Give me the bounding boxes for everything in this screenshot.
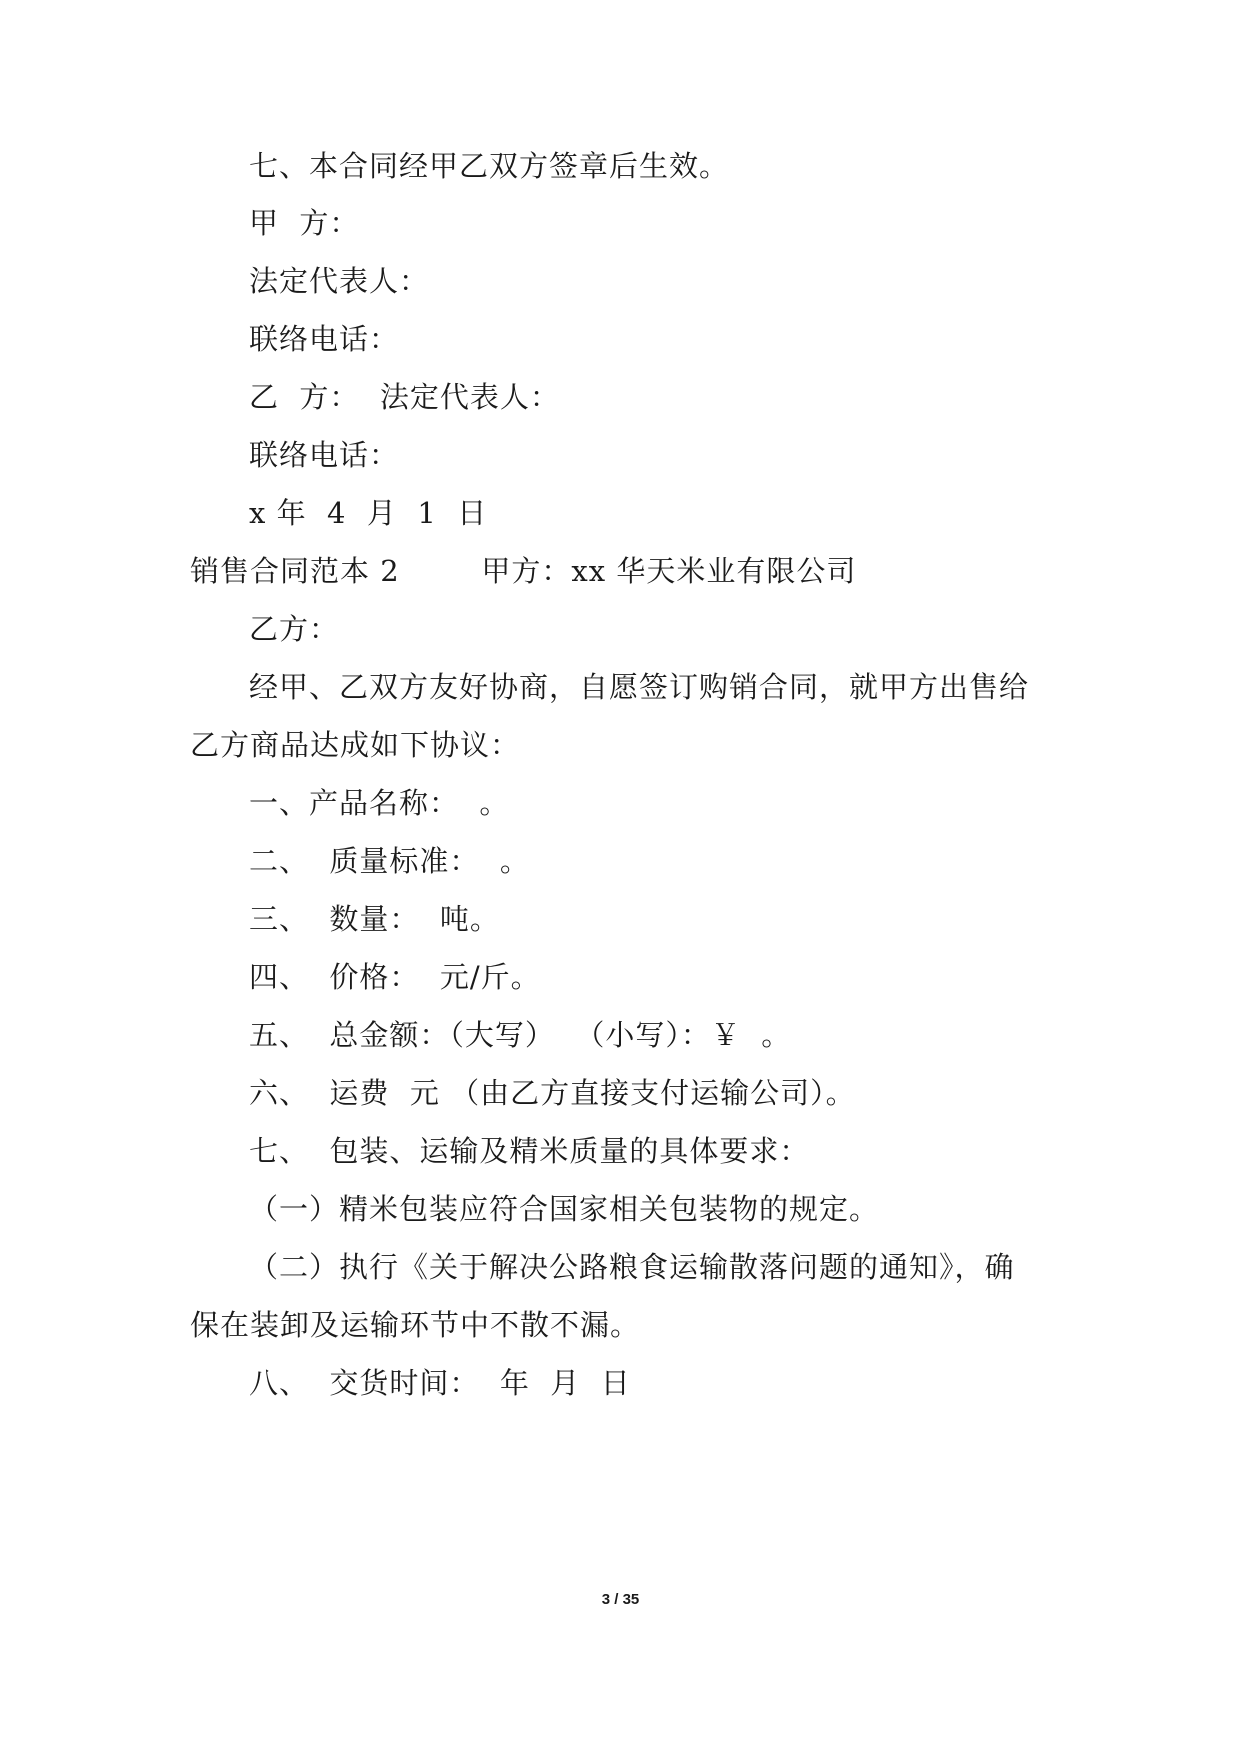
page-number: 3 / 35 bbox=[601, 1591, 640, 1608]
item-quality-standard: 二、 质量标准： 。 bbox=[249, 844, 530, 878]
item-packaging-requirements: 七、 包装、运输及精米质量的具体要求： bbox=[249, 1134, 810, 1168]
item-delivery-time: 八、 交货时间： 年 月 日 bbox=[249, 1366, 631, 1400]
party-a-label: 甲 方： bbox=[249, 206, 360, 240]
signing-date: x 年 4 月 1 日 bbox=[249, 496, 488, 530]
party-a-legal-rep: 法定代表人： bbox=[249, 264, 430, 298]
contract-title-party-a: 销售合同范本 2 甲方：xx 华天米业有限公司 bbox=[190, 554, 857, 588]
item-freight: 六、 运费 元 （由乙方直接支付运输公司）。 bbox=[249, 1076, 856, 1110]
item-price: 四、 价格： 元/斤。 bbox=[249, 960, 541, 994]
item-total-amount: 五、 总金额：（大写） （小写）：￥ 。 bbox=[249, 1018, 792, 1052]
sub-item-packaging: （一）精米包装应符合国家相关包装物的规定。 bbox=[249, 1192, 880, 1226]
sub-item-transport-line-2: 保在装卸及运输环节中不散不漏。 bbox=[190, 1308, 641, 1342]
party-b-legal-rep: 乙 方： 法定代表人： bbox=[249, 380, 560, 414]
clause-seven-effective: 七、本合同经甲乙双方签章后生效。 bbox=[249, 149, 730, 183]
party-b-label: 乙方： bbox=[249, 612, 340, 646]
item-product-name: 一、产品名称： 。 bbox=[249, 786, 510, 820]
party-b-phone: 联络电话： bbox=[249, 438, 400, 472]
intro-paragraph-line-2: 乙方商品达成如下协议： bbox=[190, 728, 521, 762]
sub-item-transport-line-1: （二）执行《关于解决公路粮食运输散落问题的通知》，确 bbox=[249, 1250, 1015, 1284]
party-a-phone: 联络电话： bbox=[249, 322, 400, 356]
intro-paragraph-line-1: 经甲、乙双方友好协商，自愿签订购销合同，就甲方出售给 bbox=[249, 670, 1030, 704]
item-quantity: 三、 数量： 吨。 bbox=[249, 902, 500, 936]
